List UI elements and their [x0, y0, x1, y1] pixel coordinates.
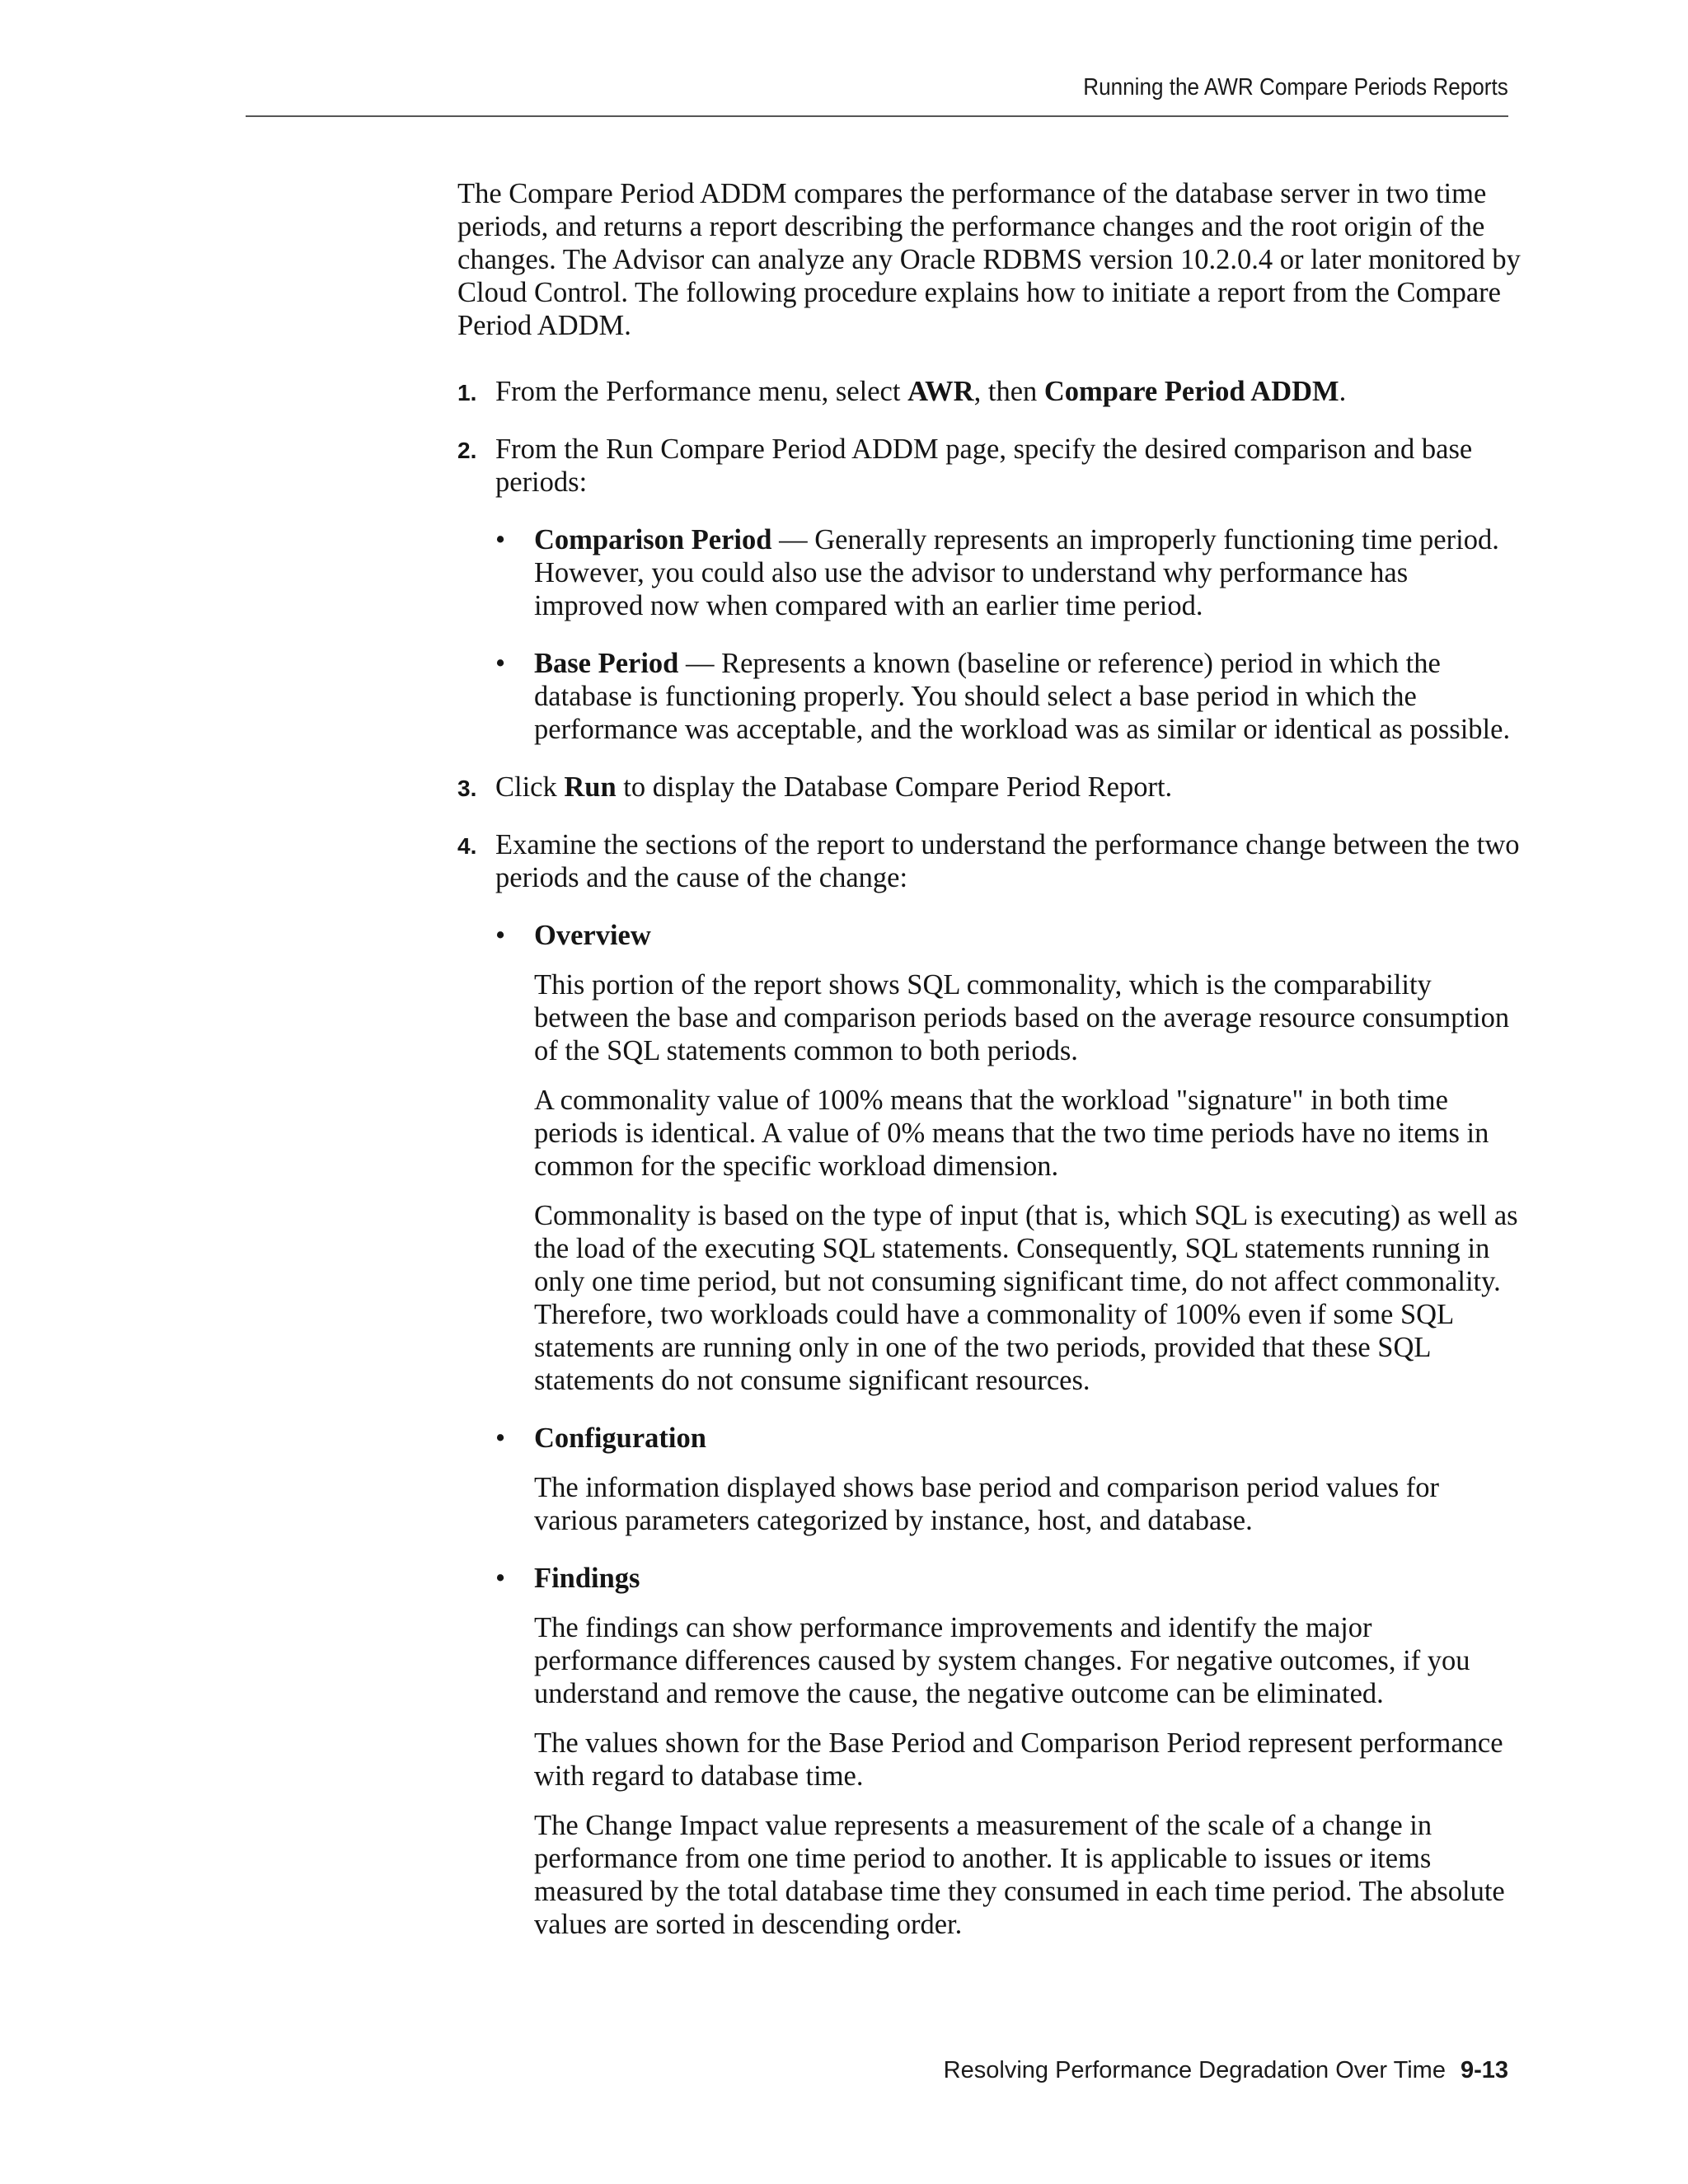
section-title-text: Overview	[534, 920, 651, 951]
header-rule	[246, 115, 1508, 117]
step-1	[457, 375, 1521, 408]
section-paragraph: This portion of the report shows SQL commonality, which is the comparability between the base and comparison periods based on the average resource consumption of the SQL statements common to both periods.	[534, 969, 1510, 1066]
section-paragraph: Commonality is based on the type of input (that is, which SQL is executing) as well as the load of the executing SQL statements. Consequently, SQL statements running in only one time period, but not consuming significant time, do not affect commonality. Therefore, two workloads could have a commonality of 100% even if some SQL statements are running only in one of the two periods, provided that these SQL statements do not consume significant resources.	[534, 1200, 1518, 1396]
bullet-icon: •	[495, 1563, 506, 1594]
period-definitions-list	[495, 523, 1521, 746]
section-paragraph: A commonality value of 100% means that the workload "signature" in both time periods is identical. A value of 0% means that the two time periods have no items in common for the specific workload dimension.	[534, 1085, 1489, 1182]
step-text	[495, 771, 1521, 804]
bullet-text	[534, 647, 1521, 746]
menu-term-awr: AWR	[907, 376, 974, 407]
running-header: Running the AWR Compare Periods Reports	[1083, 74, 1508, 101]
term-base-period: Base Period	[534, 648, 679, 679]
step-4	[457, 828, 1521, 1941]
step-3	[457, 771, 1521, 804]
bullet-icon: •	[495, 1422, 506, 1454]
section-paragraph: The values shown for the Base Period and Comparison Period represent performance with regard to database time.	[534, 1727, 1503, 1792]
list-item	[495, 647, 1521, 746]
bullet-icon: •	[495, 648, 506, 679]
step-number: 4.	[457, 833, 477, 859]
footer-title: Resolving Performance Degradation Over Time	[943, 2057, 1446, 2083]
report-sections-list	[495, 919, 1521, 1941]
step-number: 2.	[457, 438, 477, 463]
section-paragraph: The information displayed shows base period and comparison period values for various parameters categorized by instance, host, and database.	[534, 1472, 1439, 1536]
step-2	[457, 433, 1521, 746]
running-footer	[944, 2057, 1508, 2084]
menu-term-compare-period-addm: Compare Period ADDM	[1043, 376, 1339, 407]
step-text-part: .	[1339, 376, 1347, 407]
section-title	[534, 919, 1521, 952]
section-title	[534, 1562, 1521, 1595]
bullet-text	[534, 523, 1521, 622]
bullet-icon: •	[495, 524, 506, 555]
step-text: Examine the sections of the report to understand the performance change between the two periods and the cause of the change:	[495, 829, 1520, 893]
section-title-text: Findings	[534, 1563, 640, 1594]
section-title-text: Configuration	[534, 1422, 706, 1454]
list-item-configuration	[495, 1422, 1521, 1537]
list-item-findings	[495, 1562, 1521, 1941]
step-text-part: From the Performance menu, select	[495, 376, 908, 407]
step-text-part: , then	[973, 376, 1044, 407]
step-text-part: to display the Database Compare Period Report.	[616, 771, 1173, 803]
section-title	[534, 1422, 1521, 1455]
term-definition: — Generally represents an improperly functioning time period. However, you could also use the advisor to understand why performance has improved now when compared with an earlier time period.	[534, 524, 1499, 621]
page-number: 9-13	[1460, 2057, 1508, 2083]
intro-paragraph: The Compare Period ADDM compares the performance of the database server in two time periods, and returns a report describing the performance changes and the root origin of the changes. The Advisor can analyze any Oracle RDBMS version 10.2.0.4 or later monitored by Cloud Control. The following procedure explains how to initiate a report from the Compare Period ADDM.	[457, 178, 1521, 341]
step-number: 3.	[457, 776, 477, 801]
section-paragraph: The findings can show performance improvements and identify the major performance differences caused by system changes. For negative outcomes, if you understand and remove the cause, the negative outcome can be eliminated.	[534, 1612, 1470, 1709]
step-number: 1.	[457, 380, 477, 405]
term-comparison-period: Comparison Period	[534, 524, 772, 555]
section-paragraph: The Change Impact value represents a measurement of the scale of a change in performance from one time period to another. It is applicable to issues or items measured by the total database time they consumed in each time period. The absolute values are sorted in descending order.	[534, 1810, 1505, 1940]
list-item-overview	[495, 919, 1521, 1397]
step-text	[495, 375, 1521, 408]
term-run: Run	[564, 771, 617, 803]
step-text-part: Click	[495, 771, 565, 803]
page-content	[457, 177, 1521, 1966]
step-text: From the Run Compare Period ADDM page, specify the desired comparison and base periods:	[495, 434, 1473, 498]
bullet-icon: •	[495, 920, 506, 951]
term-definition: — Represents a known (baseline or reference) period in which the database is functioning properly. You should select a base period in which the performance was acceptable, and the workload was as similar or identical as possible.	[534, 648, 1511, 745]
list-item	[495, 523, 1521, 622]
